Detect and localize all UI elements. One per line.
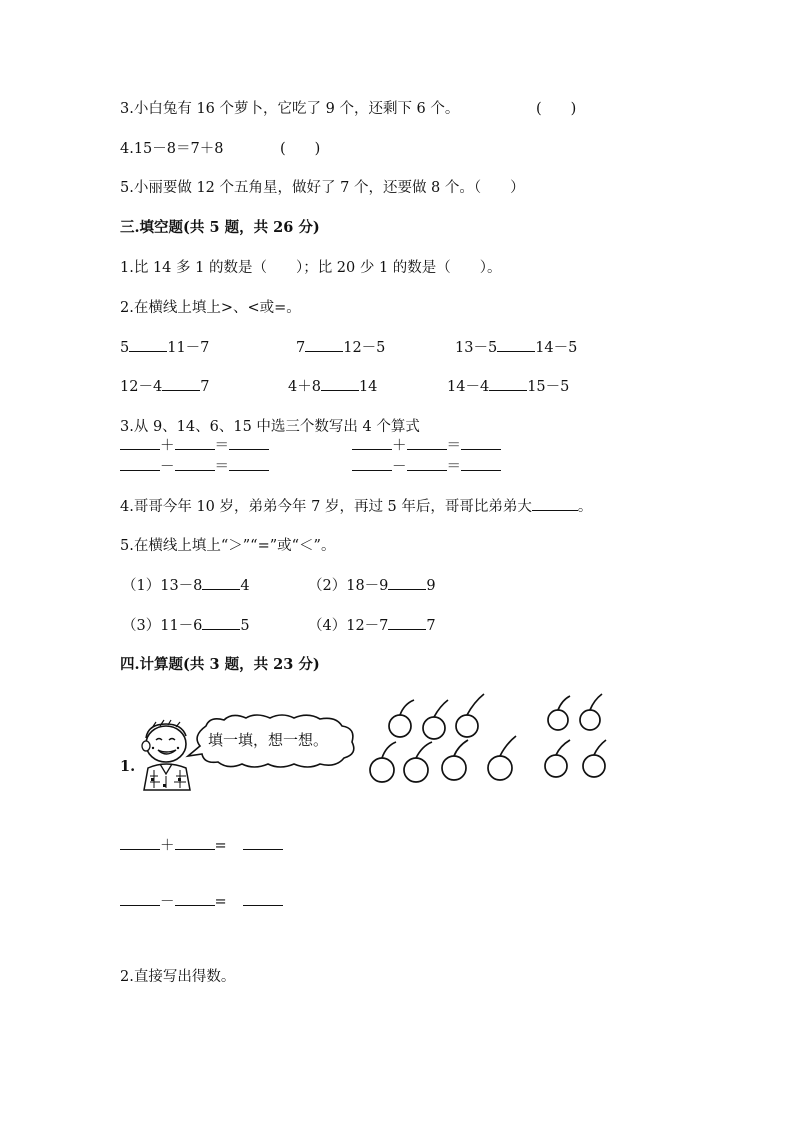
equals-sign: ＝ — [446, 459, 461, 475]
calc-addition-row — [120, 834, 283, 855]
cherry-icon — [545, 740, 570, 777]
section4-heading: 四.计算题(共 3 题，共 23 分) — [120, 656, 320, 673]
compare-right: 12－5 — [343, 340, 386, 356]
answer-blank[interactable] — [229, 456, 269, 471]
answer-blank[interactable] — [305, 337, 343, 352]
answer-blank[interactable] — [352, 456, 392, 471]
equation-row-1a — [120, 434, 269, 455]
compare-right: 9 — [426, 578, 436, 594]
cherry-icon — [488, 736, 516, 780]
compare-right: 7 — [426, 618, 436, 634]
fill-q2-text: 2.在横线上填上>、<或=。 — [120, 300, 301, 316]
compare-item-2 — [296, 336, 385, 357]
compare-left: 13－5 — [455, 340, 498, 356]
answer-blank[interactable] — [532, 496, 578, 511]
compare-q5-item-1 — [122, 574, 250, 595]
equation-row-1b — [352, 434, 501, 455]
cherry-icon — [580, 694, 602, 730]
answer-blank[interactable] — [120, 456, 160, 471]
compare-right: 4 — [240, 578, 250, 594]
compare-item-4 — [120, 375, 209, 396]
minus-sign: － — [160, 894, 175, 910]
answer-blank[interactable] — [352, 435, 392, 450]
plus-sign: ＋ — [392, 438, 407, 454]
answer-blank[interactable] — [202, 575, 240, 590]
section3-heading: 三.填空题(共 5 题，共 26 分) — [120, 219, 320, 236]
fill-q1-text: 1.比 14 多 1 的数是（ ）；比 20 少 1 的数是（ ）。 — [120, 260, 502, 276]
compare-left: （2）18－9 — [308, 578, 389, 594]
cherry-icon — [423, 700, 448, 739]
compare-q5-item-4 — [308, 614, 436, 635]
cherry-icon — [404, 742, 432, 782]
compare-q5-item-2 — [308, 574, 436, 595]
answer-blank[interactable] — [229, 435, 269, 450]
answer-blank[interactable] — [388, 615, 426, 630]
speech-bubble-text: 填一填，想一想。 — [208, 731, 329, 749]
equals-sign: ＝ — [214, 438, 229, 454]
answer-blank[interactable] — [129, 337, 167, 352]
compare-item-5 — [288, 375, 377, 396]
equation-row-2b — [352, 455, 501, 476]
minus-sign: － — [160, 459, 175, 475]
answer-blank[interactable] — [175, 435, 215, 450]
answer-blank[interactable] — [497, 337, 535, 352]
calc-q2-text: 2.直接写出得数。 — [120, 969, 236, 985]
fill-q5-text: 5.在横线上填上“＞”“=”或“＜”。 — [120, 538, 336, 554]
compare-left: （4）12－7 — [308, 618, 389, 634]
fill-q4 — [120, 495, 592, 516]
plus-sign: ＋ — [160, 438, 175, 454]
equals-sign: ＝ — [214, 459, 229, 475]
compare-right: 14 — [358, 379, 378, 395]
answer-blank[interactable] — [407, 435, 447, 450]
compare-item-3 — [455, 336, 577, 357]
answer-blank[interactable] — [120, 891, 160, 906]
compare-left: 12－4 — [120, 379, 163, 395]
answer-blank[interactable] — [489, 376, 527, 391]
cherries-illustration — [360, 688, 610, 788]
minus-sign: － — [392, 459, 407, 475]
cherry-icon — [370, 742, 396, 782]
answer-blank[interactable] — [162, 376, 200, 391]
compare-q5-item-3 — [122, 614, 250, 635]
plus-sign: ＋ — [160, 838, 175, 854]
answer-blank[interactable] — [321, 376, 359, 391]
answer-blank[interactable] — [202, 615, 240, 630]
cherry-icon — [548, 696, 570, 730]
compare-right: 15－5 — [527, 379, 570, 395]
compare-right: 5 — [240, 618, 250, 634]
equals-sign: = — [214, 838, 227, 854]
equals-sign: ＝ — [446, 438, 461, 454]
compare-left: （1）13－8 — [122, 578, 203, 594]
fill-q4-text: 4.哥哥今年 10 岁，弟弟今年 7 岁，再过 5 年后，哥哥比弟弟大 — [120, 499, 532, 515]
judge-q4-answer-paren[interactable]: ( ) — [280, 141, 321, 157]
answer-blank[interactable] — [243, 891, 283, 906]
calc-subtraction-row — [120, 890, 283, 911]
answer-blank[interactable] — [243, 835, 283, 850]
judge-q3 — [120, 97, 459, 118]
cherry-icon — [389, 700, 414, 737]
equation-row-2a — [120, 455, 269, 476]
compare-right: 14－5 — [535, 340, 578, 356]
answer-blank[interactable] — [120, 835, 160, 850]
answer-blank[interactable] — [407, 456, 447, 471]
compare-left: 4＋8 — [288, 379, 321, 395]
cherry-icon — [442, 740, 468, 780]
fill-q3-text: 3.从 9、14、6、15 中选三个数写出 4 个算式 — [120, 419, 420, 435]
judge-q4-text: 4.15－8＝7＋8 — [120, 141, 224, 157]
compare-left: （3）11－6 — [122, 618, 203, 634]
calc-q1-number: 1. — [120, 758, 136, 775]
compare-item-1 — [120, 336, 209, 357]
cherry-icon — [456, 694, 484, 737]
compare-right: 7 — [200, 379, 210, 395]
equals-sign: = — [214, 894, 227, 910]
answer-blank[interactable] — [388, 575, 426, 590]
answer-blank[interactable] — [120, 435, 160, 450]
judge-q3-text: 3.小白兔有 16 个萝卜，它吃了 9 个，还剩下 6 个。 — [120, 101, 460, 117]
fill-q4-end: 。 — [577, 499, 593, 515]
answer-blank[interactable] — [175, 835, 215, 850]
answer-blank[interactable] — [461, 435, 501, 450]
compare-left: 7 — [296, 340, 306, 356]
answer-blank[interactable] — [461, 456, 501, 471]
compare-left: 5 — [120, 340, 130, 356]
answer-blank[interactable] — [175, 891, 215, 906]
compare-left: 14－4 — [447, 379, 490, 395]
cherry-icon — [583, 740, 606, 777]
compare-item-6 — [447, 375, 569, 396]
answer-blank[interactable] — [175, 456, 215, 471]
judge-q3-answer-paren[interactable]: ( ) — [536, 101, 577, 117]
judge-q5-text: 5.小丽要做 12 个五角星，做好了 7 个，还要做 8 个。（ ） — [120, 180, 525, 196]
compare-right: 11－7 — [167, 340, 210, 356]
